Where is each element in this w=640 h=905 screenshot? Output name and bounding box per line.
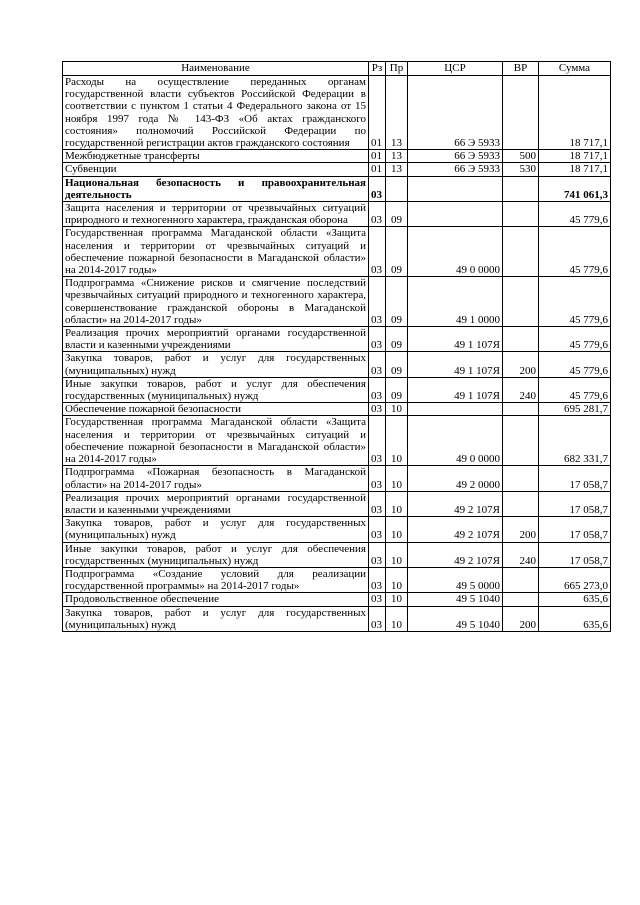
sum-cell: 45 779,6 <box>539 202 611 227</box>
pr-cell: 10 <box>386 416 408 466</box>
csr-cell: 49 1 107Я <box>408 327 503 352</box>
pr-cell: 10 <box>386 466 408 491</box>
vr-cell <box>503 202 539 227</box>
csr-cell: 66 Э 5933 <box>408 76 503 150</box>
csr-cell: 49 2 107Я <box>408 491 503 516</box>
name-cell: Государственная программа Магаданской области «Защита населения и территории от чрезвычайных ситуаций и обеспечение пожарной безопасности в Магаданской области» на 2014-2017 годы» <box>63 416 369 466</box>
vr-cell <box>503 227 539 277</box>
table-row <box>63 403 611 416</box>
vr-cell: 240 <box>503 377 539 402</box>
header-sum: Сумма <box>539 62 611 76</box>
vr-cell: 530 <box>503 163 539 176</box>
header-csr: ЦСР <box>408 62 503 76</box>
table-row <box>63 352 611 377</box>
csr-cell: 66 Э 5933 <box>408 163 503 176</box>
table-row <box>63 416 611 466</box>
pr-cell: 13 <box>386 76 408 150</box>
pr-cell: 09 <box>386 377 408 402</box>
csr-cell: 66 Э 5933 <box>408 150 503 163</box>
pr-cell <box>386 176 408 201</box>
name-cell: Расходы на осуществление переданных органам государственной власти субъектов Российской Федерации в соответствии с пунктом 1 статьи 4 Федерального закона от 15 ноября 1997 года № 143-ФЗ «Об актах гражданского состояния» полномочий Российской Федерации по государственной регистрации актов гражданского состояния <box>63 76 369 150</box>
csr-cell: 49 2 0000 <box>408 466 503 491</box>
name-cell: Межбюджетные трансферты <box>63 150 369 163</box>
vr-cell <box>503 567 539 592</box>
pr-cell: 13 <box>386 163 408 176</box>
vr-cell: 200 <box>503 606 539 631</box>
table-row <box>63 327 611 352</box>
name-cell: Закупка товаров, работ и услуг для государственных (муниципальных) нужд <box>63 352 369 377</box>
header-vr: ВР <box>503 62 539 76</box>
name-cell: Продовольственное обеспечение <box>63 593 369 606</box>
vr-cell: 240 <box>503 542 539 567</box>
rz-cell: 03 <box>369 491 386 516</box>
table-row <box>63 150 611 163</box>
name-cell: Иные закупки товаров, работ и услуг для обеспечения государственных (муниципальных) нужд <box>63 377 369 402</box>
table-row <box>63 377 611 402</box>
csr-cell: 49 1 107Я <box>408 377 503 402</box>
csr-cell: 49 2 107Я <box>408 542 503 567</box>
table-row <box>63 567 611 592</box>
vr-cell <box>503 491 539 516</box>
name-cell: Подпрограмма «Создание условий для реализации государственной программы» на 2014-2017 годы» <box>63 567 369 592</box>
header-rz: Рз <box>369 62 386 76</box>
sum-cell: 45 779,6 <box>539 352 611 377</box>
header-name: Наименование <box>63 62 369 76</box>
pr-cell: 09 <box>386 327 408 352</box>
vr-cell <box>503 277 539 327</box>
csr-cell: 49 5 1040 <box>408 593 503 606</box>
table-row <box>63 466 611 491</box>
vr-cell <box>503 176 539 201</box>
sum-cell: 635,6 <box>539 606 611 631</box>
budget-table <box>62 61 611 632</box>
vr-cell: 500 <box>503 150 539 163</box>
sum-cell: 665 273,0 <box>539 567 611 592</box>
sum-cell: 45 779,6 <box>539 377 611 402</box>
name-cell: Государственная программа Магаданской области «Защита населения и территории от чрезвычайных ситуаций и обеспечение пожарной безопасности в Магаданской области» на 2014-2017 годы» <box>63 227 369 277</box>
table-row <box>63 517 611 542</box>
rz-cell: 03 <box>369 593 386 606</box>
vr-cell <box>503 403 539 416</box>
csr-cell: 49 0 0000 <box>408 416 503 466</box>
csr-cell: 49 1 0000 <box>408 277 503 327</box>
table-row <box>63 202 611 227</box>
csr-cell: 49 5 1040 <box>408 606 503 631</box>
table-row <box>63 542 611 567</box>
rz-cell: 03 <box>369 377 386 402</box>
vr-cell <box>503 593 539 606</box>
table-header-row <box>63 62 611 76</box>
rz-cell: 03 <box>369 202 386 227</box>
rz-cell: 03 <box>369 327 386 352</box>
vr-cell <box>503 76 539 150</box>
rz-cell: 03 <box>369 403 386 416</box>
pr-cell: 10 <box>386 403 408 416</box>
sum-cell: 18 717,1 <box>539 163 611 176</box>
pr-cell: 09 <box>386 352 408 377</box>
rz-cell: 03 <box>369 176 386 201</box>
vr-cell <box>503 327 539 352</box>
name-cell: Защита населения и территории от чрезвычайных ситуаций природного и техногенного характера, гражданская оборона <box>63 202 369 227</box>
table-row <box>63 227 611 277</box>
name-cell: Национальная безопасность и правоохранительная деятельность <box>63 176 369 201</box>
table-row <box>63 76 611 150</box>
name-cell: Обеспечение пожарной безопасности <box>63 403 369 416</box>
vr-cell: 200 <box>503 517 539 542</box>
name-cell: Субвенции <box>63 163 369 176</box>
rz-cell: 03 <box>369 466 386 491</box>
name-cell: Реализация прочих мероприятий органами государственной власти и казенными учреждениями <box>63 327 369 352</box>
name-cell: Подпрограмма «Пожарная безопасность в Магаданской области» на 2014-2017 годы» <box>63 466 369 491</box>
pr-cell: 10 <box>386 517 408 542</box>
sum-cell: 18 717,1 <box>539 150 611 163</box>
rz-cell: 03 <box>369 567 386 592</box>
rz-cell: 03 <box>369 227 386 277</box>
sum-cell: 741 061,3 <box>539 176 611 201</box>
name-cell: Закупка товаров, работ и услуг для государственных (муниципальных) нужд <box>63 517 369 542</box>
sum-cell: 682 331,7 <box>539 416 611 466</box>
sum-cell: 635,6 <box>539 593 611 606</box>
sum-cell: 17 058,7 <box>539 517 611 542</box>
table-row <box>63 277 611 327</box>
rz-cell: 03 <box>369 352 386 377</box>
csr-cell: 49 1 107Я <box>408 352 503 377</box>
sum-cell: 18 717,1 <box>539 76 611 150</box>
rz-cell: 03 <box>369 606 386 631</box>
table-row <box>63 176 611 201</box>
csr-cell: 49 5 0000 <box>408 567 503 592</box>
name-cell: Закупка товаров, работ и услуг для государственных (муниципальных) нужд <box>63 606 369 631</box>
csr-cell: 49 0 0000 <box>408 227 503 277</box>
pr-cell: 09 <box>386 202 408 227</box>
pr-cell: 09 <box>386 227 408 277</box>
rz-cell: 01 <box>369 163 386 176</box>
pr-cell: 10 <box>386 491 408 516</box>
rz-cell: 03 <box>369 277 386 327</box>
csr-cell: 49 2 107Я <box>408 517 503 542</box>
pr-cell: 10 <box>386 606 408 631</box>
sum-cell: 695 281,7 <box>539 403 611 416</box>
sum-cell: 17 058,7 <box>539 491 611 516</box>
pr-cell: 09 <box>386 277 408 327</box>
name-cell: Иные закупки товаров, работ и услуг для обеспечения государственных (муниципальных) нужд <box>63 542 369 567</box>
table-row <box>63 606 611 631</box>
rz-cell: 01 <box>369 76 386 150</box>
table-row <box>63 163 611 176</box>
vr-cell <box>503 466 539 491</box>
name-cell: Подпрограмма «Снижение рисков и смягчение последствий чрезвычайных ситуаций природного и техногенного характера, совершенствование гражданской обороны в Магаданской области» на 2014-2017 годы» <box>63 277 369 327</box>
rz-cell: 03 <box>369 416 386 466</box>
rz-cell: 03 <box>369 517 386 542</box>
rz-cell: 01 <box>369 150 386 163</box>
pr-cell: 13 <box>386 150 408 163</box>
pr-cell: 10 <box>386 567 408 592</box>
header-pr: Пр <box>386 62 408 76</box>
pr-cell: 10 <box>386 593 408 606</box>
sum-cell: 45 779,6 <box>539 327 611 352</box>
table-row <box>63 593 611 606</box>
csr-cell <box>408 176 503 201</box>
name-cell: Реализация прочих мероприятий органами государственной власти и казенными учреждениями <box>63 491 369 516</box>
sum-cell: 17 058,7 <box>539 466 611 491</box>
csr-cell <box>408 202 503 227</box>
sum-cell: 45 779,6 <box>539 227 611 277</box>
vr-cell <box>503 416 539 466</box>
csr-cell <box>408 403 503 416</box>
rz-cell: 03 <box>369 542 386 567</box>
vr-cell: 200 <box>503 352 539 377</box>
pr-cell: 10 <box>386 542 408 567</box>
sum-cell: 17 058,7 <box>539 542 611 567</box>
table-row <box>63 491 611 516</box>
sum-cell: 45 779,6 <box>539 277 611 327</box>
